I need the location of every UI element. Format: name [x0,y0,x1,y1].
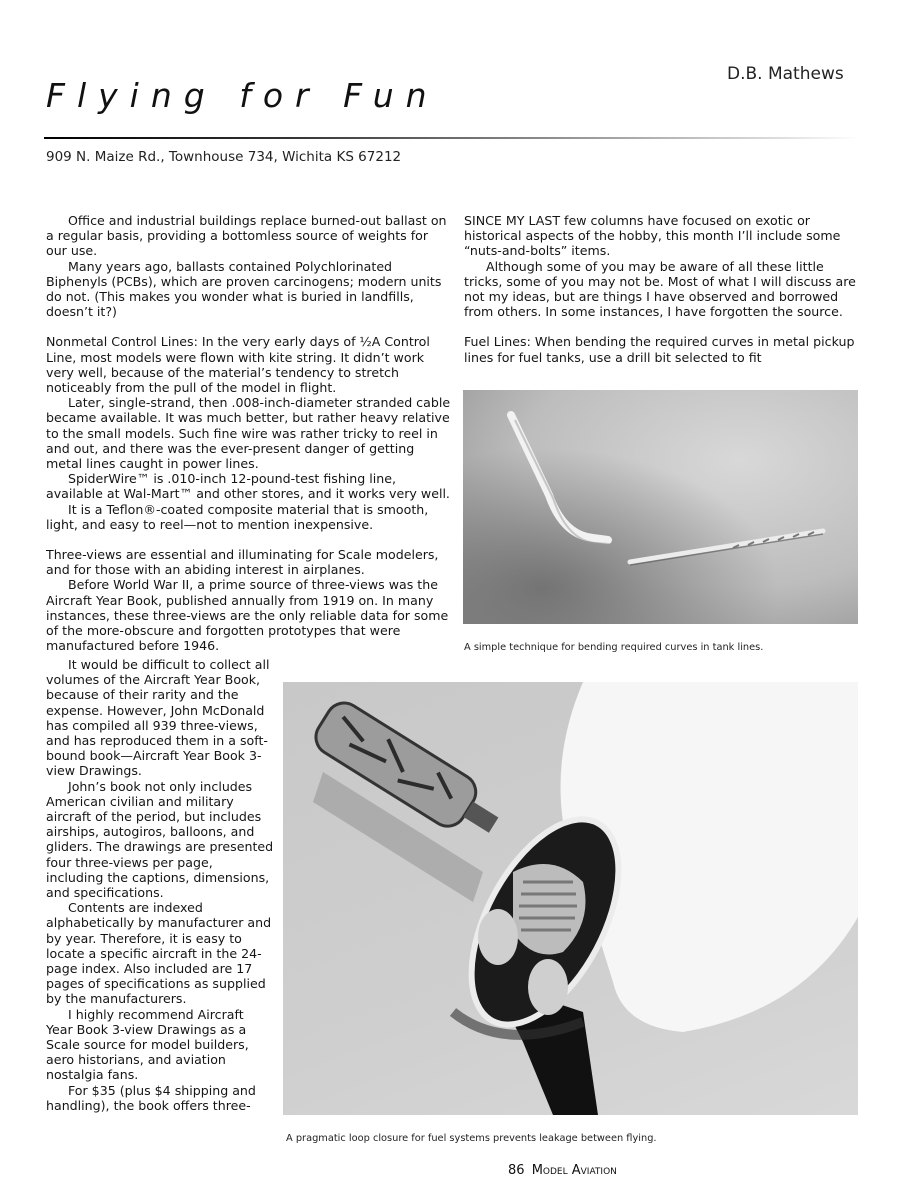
right-column [464,213,864,365]
page-number: 86 [508,1163,525,1178]
paragraph: It is a Teflon®-coated composite material that is smooth, light, and easy to reel—not to mention inexpensive. [46,501,429,532]
page-title: Flying for Fun [46,76,439,115]
paragraph: It would be difficult to collect all volumes of the Aircraft Year Book, because of their rarity and the expense. However, John McDonald has compiled all 939 three-views, and has reproduced them in a soft-bound book—Aircraft Year Book 3-view Drawings. [46,657,270,779]
paragraph: SpiderWire™ is .010-inch 12-pound-test fishing line, available at Wal-Mart™ and other stores, and it works very well. [46,471,450,502]
paragraph: Nonmetal Control Lines: In the very early days of ½A Control Line, most models were flown with kite string. It didn’t work very well, because of the material’s tendency to stretch noticeably from the pull of the model in flight. [46,334,430,396]
paragraph: Fuel Lines: When bending the required curves in metal pickup lines for fuel tanks, use a drill bit selected to fit [464,334,855,365]
paragraph: SINCE MY LAST few columns have focused on exotic or historical aspects of the hobby, this month I’ll include some “nuts-and-bolts” items. [464,213,841,259]
figure-caption: A simple technique for bending required curves in tank lines. [464,642,764,653]
paragraph: I highly recommend Aircraft Year Book 3-view Drawings as a Scale source for model builders, aero historians, and aviation nostalgia fans. [46,1006,249,1083]
paragraph: For $35 (plus $4 shipping and handling), the book offers three- [46,1082,256,1113]
author-name: D.B. Mathews [727,64,844,84]
left-narrow-column [46,657,274,1113]
left-column [46,213,451,653]
paragraph: John’s book not only includes American civilian and military aircraft of the period, but includes airships, autogiros, balloons, and gliders. The drawings are presented four three-views per page, including the captions, dimensions, and specifications. [46,778,274,901]
paragraph: Many years ago, ballasts contained Polychlorinated Biphenyls (PCBs), which are proven carcinogens; modern units do not. (This makes you wonder what is buried in landfills, doesn’t it?) [46,258,442,320]
photo-illustration [283,682,858,1115]
paragraph: Contents are indexed alphabetically by manufacturer and by year. Therefore, it is easy to locate a specific aircraft in the 24-page index. Also included are 17 pages of specifications as supplied by the manufacturers. [46,900,272,1007]
paragraph: Before World War II, a prime source of three-views was the Aircraft Year Book, published annually from 1919 on. In many instances, these three-views are the only reliable data for some of the more-obscure and forgotten prototypes that were manufactured before 1946. [46,577,449,654]
photo-tubing-and-drill-bit [463,390,858,624]
author-address: 909 N. Maize Rd., Townhouse 734, Wichita KS 67212 [46,149,402,165]
photo-illustration [463,390,858,624]
paragraph: Three-views are essential and illuminating for Scale modelers, and for those with an abiding interest in airplanes. [46,547,439,578]
paragraph: Office and industrial buildings replace burned-out ballast on a regular basis, providing a bottomless source of weights for our use. [46,213,447,259]
paragraph: Later, single-strand, then .008-inch-diameter stranded cable became available. It was much better, but rather heavy relative to the small models. Such fine wire was rather tricky to reel in and out, and there was the ever-present danger of getting metal lines caught in power lines. [46,395,451,472]
magazine-name: Model Aviation [531,1163,617,1178]
photo-engine-cowling [283,682,858,1115]
header-rule [44,137,860,139]
page-footer [508,1163,617,1178]
figure-caption: A pragmatic loop closure for fuel systems prevents leakage between flying. [286,1133,657,1144]
paragraph: Although some of you may be aware of all these little tricks, some of you may not be. Most of what I will discuss are not my ideas, but are things I have observed and borrowed from others. In some instances, I have forgotten the source. [464,258,856,320]
